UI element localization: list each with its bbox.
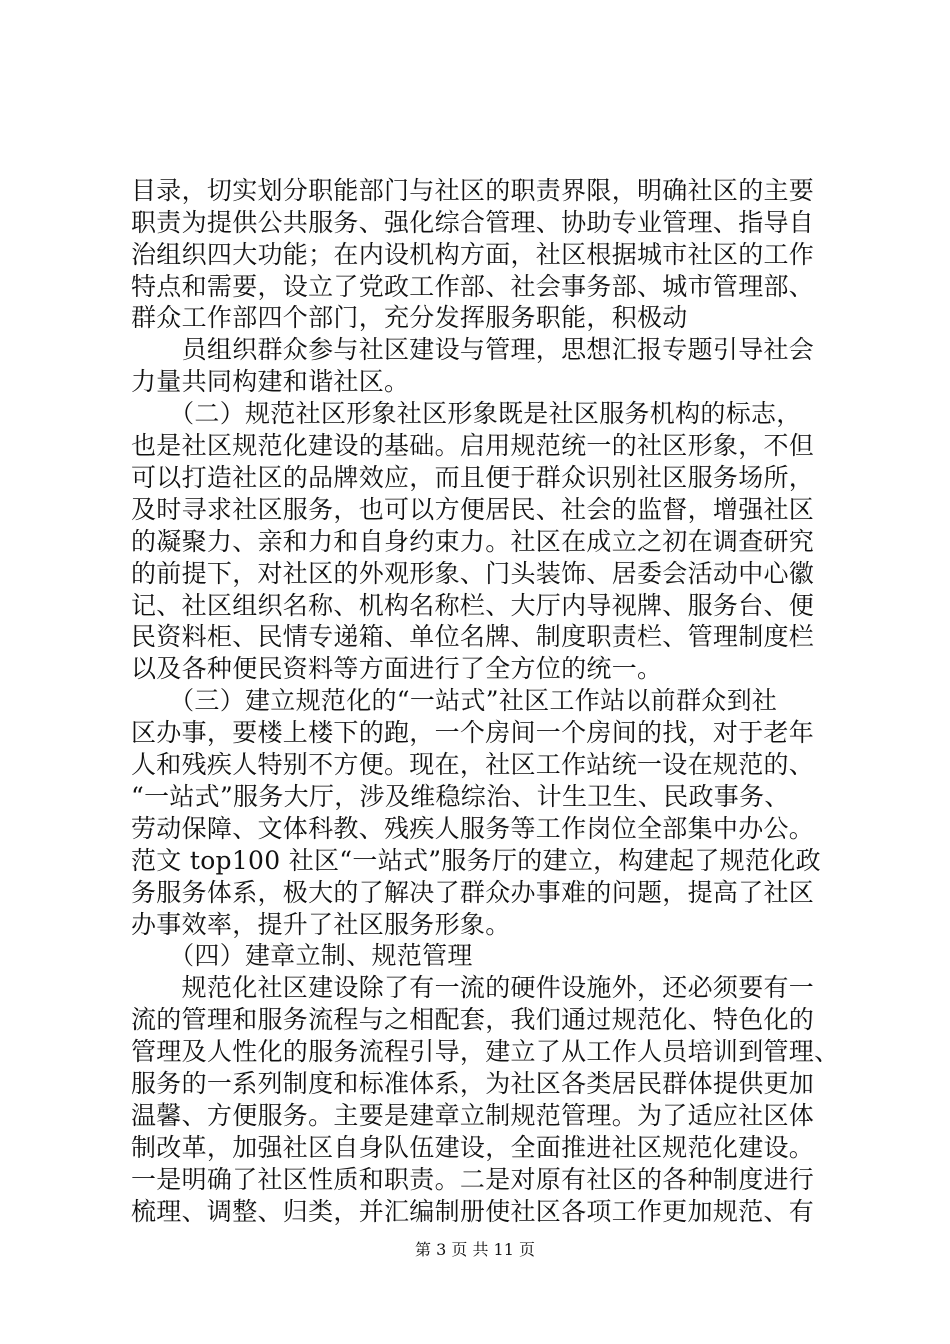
- body-text-line: 人和残疾人特别不方便。现在，社区工作站统一设在规范的、: [131, 750, 815, 779]
- section-heading-line: （二）规范社区形象社区形象既是社区服务机构的标志，: [131, 399, 802, 428]
- body-text-line: 流的管理和服务流程与之相配套，我们通过规范化、特色化的: [131, 1005, 815, 1034]
- body-text-line: 梳理、调整、归类，并汇编制册使社区各项工作更加规范、有: [131, 1197, 815, 1226]
- section-heading-line: （四）建章立制、规范管理: [131, 941, 473, 970]
- body-text-line: 力量共同构建和谐社区。: [131, 367, 410, 396]
- body-text-line: 服务的一系列制度和标准体系，为社区各类居民群体提供更加: [131, 1069, 815, 1098]
- body-text-line: 劳动保障、文体科教、残疾人服务等工作岗位全部集中办公。: [131, 814, 815, 843]
- body-text-line: 目录，切实划分职能部门与社区的职责界限，明确社区的主要: [131, 176, 815, 205]
- body-text-line: 群众工作部四个部门，充分发挥服务职能，积极动: [131, 303, 688, 332]
- body-text-line: 民资料柜、民情专递箱、单位名牌、制度职责栏、管理制度栏: [131, 622, 815, 651]
- section-heading-line: （三）建立规范化的“一站式”社区工作站以前群众到社: [131, 686, 778, 715]
- body-text-line: 的凝聚力、亲和力和自身约束力。社区在成立之初在调查研究: [131, 527, 815, 556]
- body-text-line: 特点和需要，设立了党政工作部、社会事务部、城市管理部、: [131, 272, 815, 301]
- body-text-line: 以及各种便民资料等方面进行了全方位的统一。: [131, 654, 663, 683]
- body-text-line: 员组织群众参与社区建设与管理，思想汇报专题引导社会: [131, 335, 815, 364]
- body-text-line: 也是社区规范化建设的基础。启用规范统一的社区形象，不但: [131, 431, 815, 460]
- body-text-line: “一站式”服务大厅，涉及维稳综治、计生卫生、民政事务、: [131, 782, 790, 811]
- body-text-line: 区办事，要楼上楼下的跑，一个房间一个房间的找，对于老年: [131, 718, 815, 747]
- body-text-line: 制改革，加强社区自身队伍建设，全面推进社区规范化建设。: [131, 1133, 815, 1162]
- body-text-line: 记、社区组织名称、机构名称栏、大厅内导视牌、服务台、便: [131, 591, 815, 620]
- body-text-line: 职责为提供公共服务、强化综合管理、协助专业管理、指导自: [131, 208, 815, 237]
- body-text-line: 治组织四大功能；在内设机构方面，社区根据城市社区的工作: [131, 240, 815, 269]
- body-text-line: 管理及人性化的服务流程引导，建立了从工作人员培训到管理、: [131, 1037, 840, 1066]
- body-text-line: 办事效率，提升了社区服务形象。: [131, 910, 511, 939]
- body-text-line: 范文 top100 社区“一站式”服务厅的建立，构建起了规范化政: [131, 846, 821, 875]
- body-text-line: 规范化社区建设除了有一流的硬件设施外，还必须要有一: [131, 973, 815, 1002]
- body-text-line: 温馨、方便服务。主要是建章立制规范管理。为了适应社区体: [131, 1101, 815, 1130]
- page-footer: 第 3 页 共 11 页: [415, 1240, 535, 1259]
- body-text-line: 的前提下，对社区的外观形象、门头装饰、居委会活动中心徽: [131, 559, 815, 588]
- body-text-line: 可以打造社区的品牌效应，而且便于群众识别社区服务场所，: [131, 463, 815, 492]
- body-text-line: 务服务体系，极大的了解决了群众办事难的问题，提高了社区: [131, 878, 815, 907]
- body-text-line: 一是明确了社区性质和职责。二是对原有社区的各种制度进行: [131, 1165, 815, 1194]
- body-text-line: 及时寻求社区服务，也可以方便居民、社会的监督，增强社区: [131, 495, 815, 524]
